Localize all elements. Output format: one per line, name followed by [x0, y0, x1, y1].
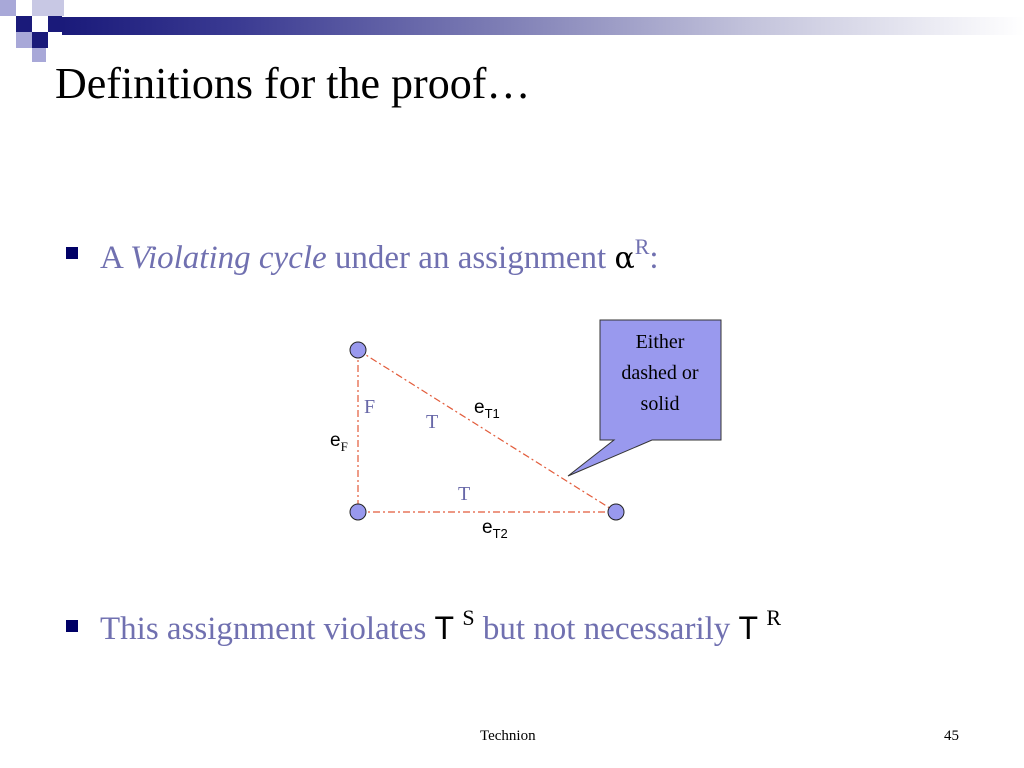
truth-label-diagonal: T [426, 411, 439, 433]
bullet-suffix: : [649, 240, 659, 276]
superscript-s: S [462, 605, 475, 630]
violating-cycle-term: Violating cycle [130, 240, 327, 276]
page-number: 45 [944, 728, 959, 744]
callout-line-1: Either [635, 331, 685, 353]
bullet-marker [66, 620, 78, 632]
node-bottom-right [608, 504, 624, 520]
edge-label-eT2: $e_{T2}$ [482, 517, 508, 541]
slide-title: Definitions for the proof… [55, 59, 531, 108]
bullet-middle: under an assignment [326, 240, 615, 276]
node-top [350, 342, 366, 358]
bullet-prefix: A [100, 240, 131, 276]
alpha-superscript: R [634, 234, 650, 259]
superscript-r: R [766, 605, 782, 630]
callout-line-2: dashed or [621, 362, 699, 384]
bullet-middle: but not necessarily [474, 611, 739, 647]
node-bottom-left [350, 504, 366, 520]
t-symbol-r: T [738, 610, 759, 646]
footer-institution: Technion [480, 728, 536, 744]
alpha-symbol: α [614, 241, 635, 276]
bullet-assignment-violates [100, 605, 781, 648]
truth-label-horizontal: T [458, 483, 471, 505]
truth-label-vertical: F [364, 396, 376, 418]
edge-label-eF: $e_F$ [330, 430, 348, 454]
edge-diagonal-eT1 [358, 350, 616, 512]
t-symbol-s: T [434, 610, 455, 646]
bullet-prefix: This assignment violates [100, 611, 435, 647]
edge-label-eT1: $e_{T1}$ [474, 397, 500, 421]
callout-line-3: solid [640, 393, 680, 415]
